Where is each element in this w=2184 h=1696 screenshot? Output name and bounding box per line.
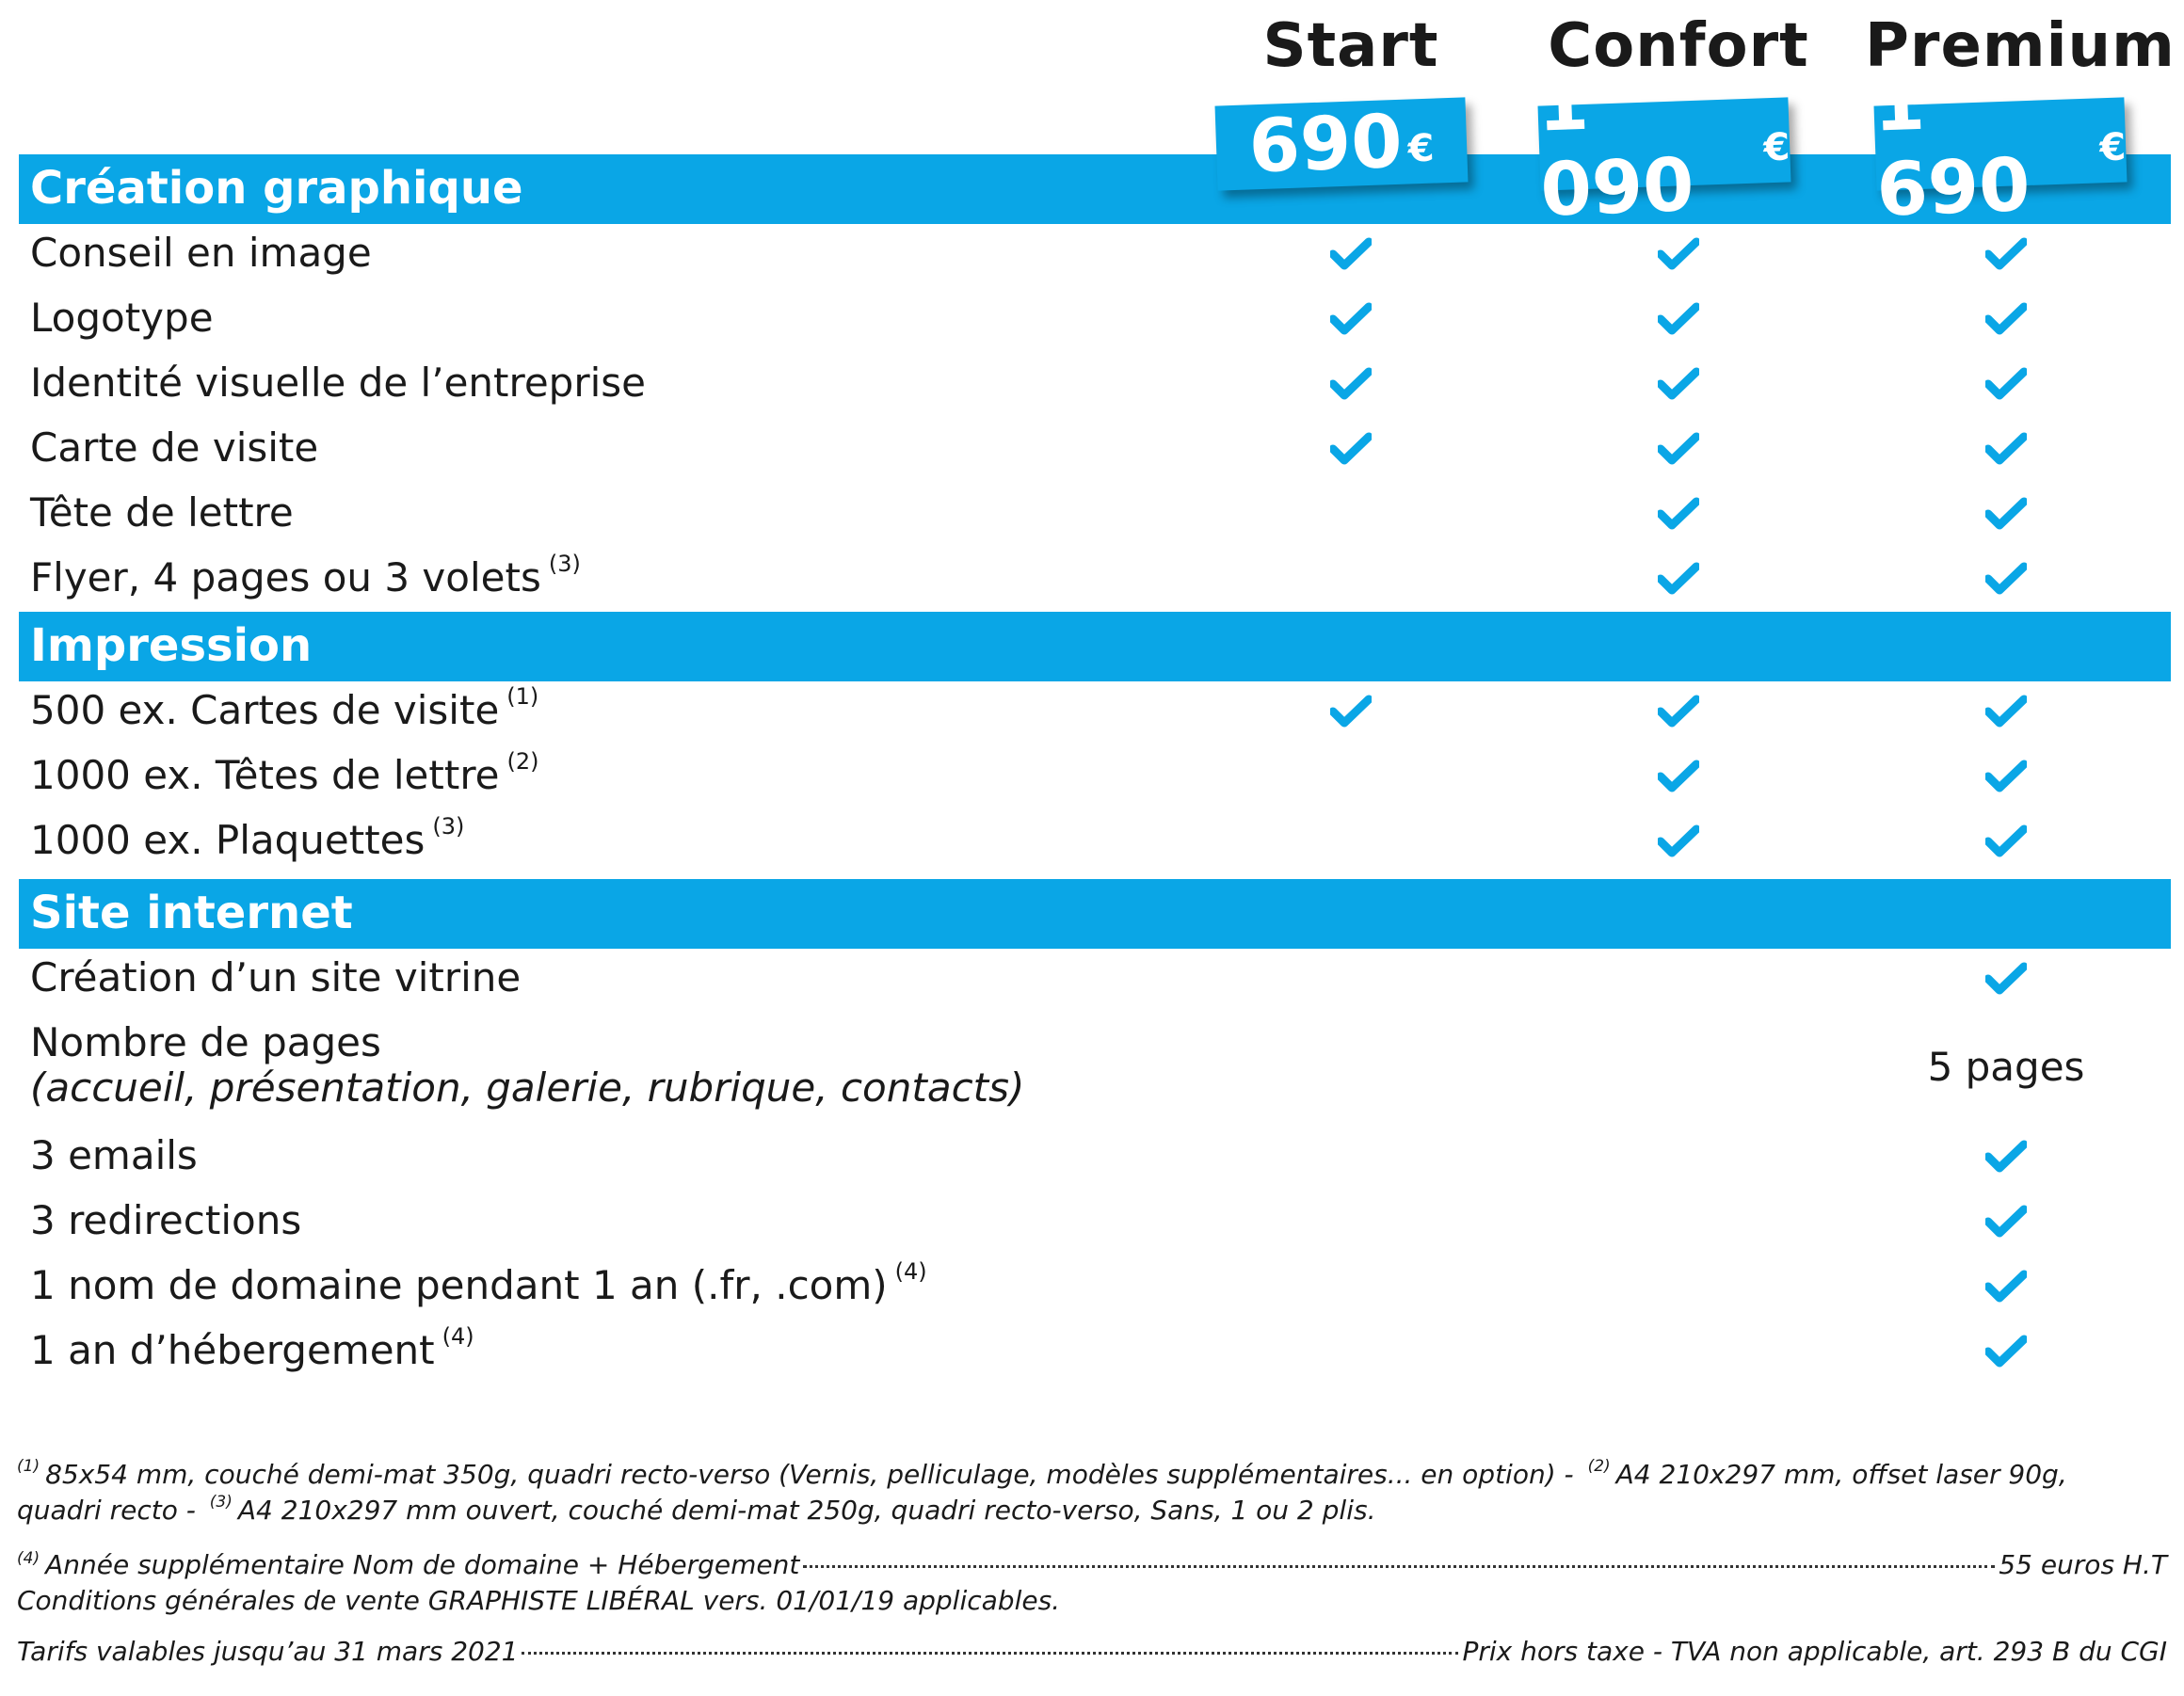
price-tag-start xyxy=(1215,97,1469,190)
feature-label xyxy=(30,1132,198,1178)
footnote-reference: (1) xyxy=(506,683,539,710)
feature-label xyxy=(30,230,372,276)
feature-label-text: Flyer, 4 pages ou 3 volets xyxy=(30,554,541,600)
currency-symbol: € xyxy=(1406,126,1436,171)
feature-label xyxy=(30,954,521,1000)
currency-symbol: € xyxy=(2098,125,2128,170)
table-row xyxy=(0,287,2184,352)
price-tag-premium xyxy=(1871,61,2128,233)
check-icon xyxy=(1330,695,1372,728)
section-band-creation xyxy=(19,154,2171,224)
check-icon xyxy=(1658,432,1699,466)
check-icon xyxy=(1985,1140,2027,1174)
table-row xyxy=(0,222,2184,287)
feature-label xyxy=(30,551,581,600)
check-icon xyxy=(1985,562,2027,596)
currency-symbol: € xyxy=(1762,125,1791,170)
feature-label-text: Nombre de pages xyxy=(30,1019,381,1065)
footnote-reference: (3) xyxy=(432,813,465,840)
feature-label-text: Conseil en image xyxy=(30,230,372,276)
check-icon xyxy=(1985,237,2027,271)
check-icon xyxy=(1658,237,1699,271)
price-value: 1 090 xyxy=(1535,61,1695,233)
feature-label xyxy=(30,1019,381,1065)
check-icon xyxy=(1330,432,1372,466)
price-value: 690 xyxy=(1247,99,1405,190)
footnote-mark: (4) xyxy=(17,1549,40,1568)
validity-text: Tarifs valables jusqu’au 31 mars 2021 xyxy=(17,1636,519,1667)
feature-label-text: Logotype xyxy=(30,295,214,341)
table-row xyxy=(0,1255,2184,1320)
table-row xyxy=(0,947,2184,1012)
premium-value-text: 5 pages xyxy=(1927,1044,2085,1090)
dotted-leader xyxy=(803,1565,1995,1568)
footnote-2-cont: quadri recto - xyxy=(17,1495,196,1526)
feature-label-text: 1 nom de domaine pendant 1 an (.fr, .com) xyxy=(30,1262,888,1308)
footnote-line-4 xyxy=(17,1549,2167,1580)
footnote-3-text: A4 210x297 mm ouvert, couché demi-mat 250g, quadri recto-verso, Sans, 1 ou 2 plis. xyxy=(237,1495,1376,1526)
check-icon xyxy=(1330,367,1372,401)
plan-name-confort: Confort xyxy=(1548,11,1809,81)
feature-label xyxy=(30,489,294,536)
check-icon xyxy=(1985,1270,2027,1304)
footnote-reference: (4) xyxy=(894,1258,927,1285)
table-row xyxy=(0,547,2184,612)
feature-label xyxy=(30,748,539,798)
footnote-mark: (2) xyxy=(1587,1457,1611,1476)
table-row xyxy=(0,744,2184,809)
section-title-impression: Impression xyxy=(30,619,313,672)
table-row xyxy=(0,417,2184,482)
footnote-line-2 xyxy=(17,1495,1375,1526)
feature-label xyxy=(30,1323,474,1373)
feature-sublabel: (accueil, présentation, galerie, rubrique, contacts) xyxy=(30,1064,1025,1111)
feature-label xyxy=(30,813,465,863)
feature-label xyxy=(30,1197,301,1243)
table-row xyxy=(0,809,2184,874)
feature-label-text: Création d’un site vitrine xyxy=(30,954,522,1000)
table-row xyxy=(0,1012,2184,1125)
check-icon xyxy=(1658,367,1699,401)
feature-label-text: 3 redirections xyxy=(30,1197,302,1243)
footnote-mark: (1) xyxy=(17,1457,40,1476)
check-icon xyxy=(1985,824,2027,858)
feature-label-text: 1000 ex. Têtes de lettre xyxy=(30,752,500,798)
price-value: 1 690 xyxy=(1871,61,2031,233)
tax-text: Prix hors taxe - TVA non applicable, art. 293 B du CGI xyxy=(1462,1636,2167,1667)
table-row xyxy=(0,1320,2184,1384)
footnote-reference: (2) xyxy=(506,748,539,775)
check-icon xyxy=(1658,760,1699,793)
check-icon xyxy=(1330,302,1372,336)
check-icon xyxy=(1985,497,2027,531)
validity-line xyxy=(17,1636,2167,1667)
feature-label-text: 1 an d’hébergement xyxy=(30,1327,435,1373)
table-row xyxy=(0,482,2184,547)
check-icon xyxy=(1985,695,2027,728)
check-icon xyxy=(1658,824,1699,858)
section-band-site xyxy=(19,879,2171,949)
check-icon xyxy=(1658,562,1699,596)
footnote-4-text: Année supplémentaire Nom de domaine + Hébergement xyxy=(45,1549,800,1580)
check-icon xyxy=(1985,302,2027,336)
feature-label-text: Tête de lettre xyxy=(30,489,294,536)
check-icon xyxy=(1985,432,2027,466)
check-icon xyxy=(1985,1335,2027,1368)
feature-label-text: 3 emails xyxy=(30,1132,198,1178)
table-row xyxy=(0,680,2184,744)
check-icon xyxy=(1658,695,1699,728)
feature-label xyxy=(30,683,539,733)
check-icon xyxy=(1658,497,1699,531)
conditions-text: Conditions générales de vente GRAPHISTE LIBÉRAL vers. 01/01/19 applicables. xyxy=(17,1585,1061,1616)
feature-label-text: Carte de visite xyxy=(30,424,319,471)
plan-name-premium: Premium xyxy=(1865,11,2176,81)
dotted-leader xyxy=(522,1652,1458,1655)
table-row xyxy=(0,1125,2184,1190)
plan-name-start: Start xyxy=(1262,11,1439,81)
section-band-impression xyxy=(19,612,2171,681)
section-title-creation: Création graphique xyxy=(30,162,523,215)
feature-label xyxy=(30,424,318,471)
check-icon xyxy=(1985,367,2027,401)
price-tag-confort xyxy=(1535,61,1791,233)
feature-label-text: Identité visuelle de l’entreprise xyxy=(30,360,646,406)
feature-label-text: 1000 ex. Plaquettes xyxy=(30,817,426,863)
table-row xyxy=(0,1190,2184,1255)
section-title-site: Site internet xyxy=(30,887,353,939)
feature-label xyxy=(30,1258,927,1308)
footnote-2-text: A4 210x297 mm, offset laser 90g, xyxy=(1615,1459,2067,1490)
footnote-mark: (3) xyxy=(209,1493,233,1512)
footnote-1-text: 85x54 mm, couché demi-mat 350g, quadri recto-verso (Vernis, pelliculage, modèles supplémentaires... en option) - xyxy=(45,1459,1574,1490)
footnote-reference: (4) xyxy=(442,1323,474,1350)
check-icon xyxy=(1985,1205,2027,1239)
feature-label xyxy=(30,295,214,341)
check-icon xyxy=(1985,760,2027,793)
footnote-line-1 xyxy=(17,1459,2067,1490)
check-icon xyxy=(1985,962,2027,996)
check-icon xyxy=(1658,302,1699,336)
footnote-4-price: 55 euros H.T xyxy=(1999,1549,2167,1580)
table-row xyxy=(0,352,2184,417)
feature-label xyxy=(30,360,646,406)
check-icon xyxy=(1330,237,1372,271)
feature-label-text: 500 ex. Cartes de visite xyxy=(30,687,500,733)
footnote-reference: (3) xyxy=(548,551,581,577)
